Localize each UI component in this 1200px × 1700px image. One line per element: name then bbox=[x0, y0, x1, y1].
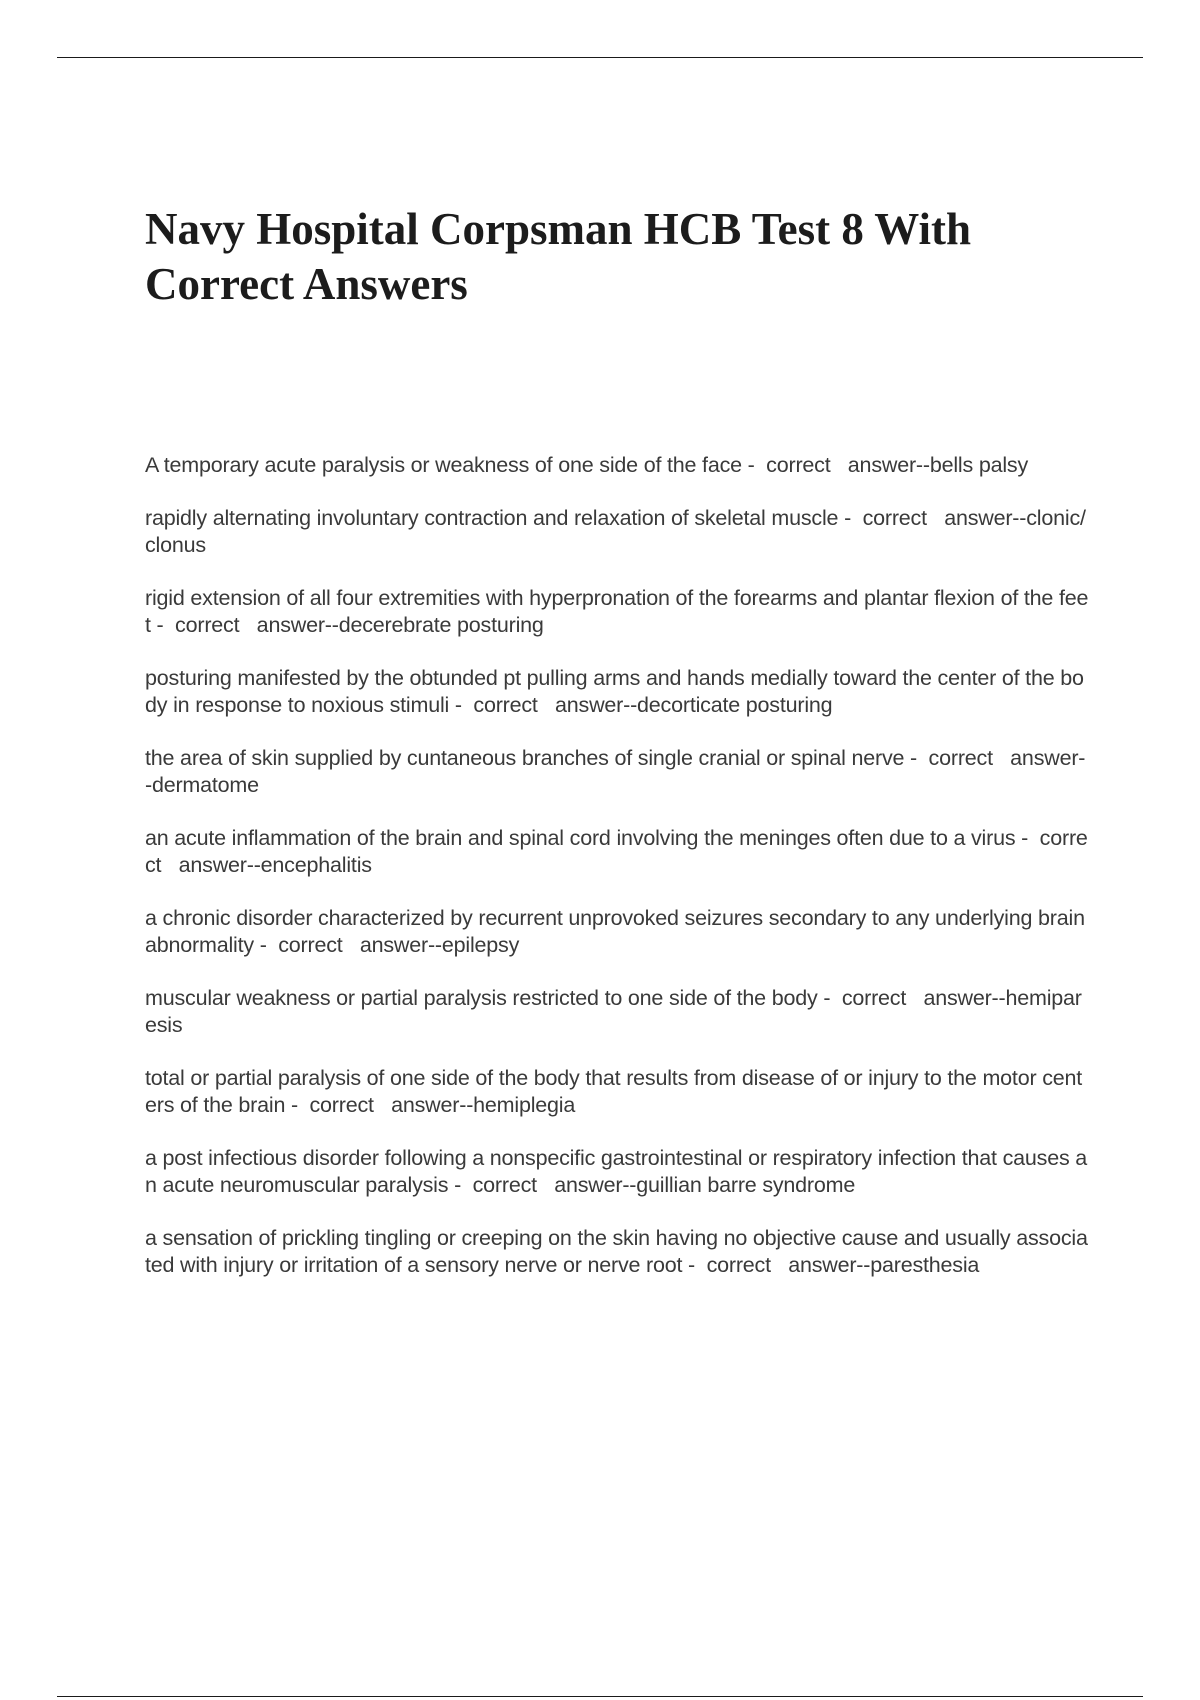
qa-item: the area of skin supplied by cuntaneous branches of single cranial or spinal nerve - correct answer--dermatome bbox=[145, 746, 1086, 797]
qa-item: a post infectious disorder following a nonspecific gastrointestinal or respiratory infection that causes an acute neuromuscular paralysis - correct answer--guillian barre syndrome bbox=[145, 1146, 1088, 1197]
qa-item: muscular weakness or partial paralysis restricted to one side of the body - correct answer--hemiparesis bbox=[145, 986, 1082, 1037]
qa-item: rigid extension of all four extremities with hyperpronation of the forearms and plantar flexion of the feet - correct answer--decerebrate posturing bbox=[145, 586, 1089, 637]
bottom-rule bbox=[57, 1696, 1143, 1697]
qa-item: a sensation of prickling tingling or creeping on the skin having no objective cause and usually associated with injury or irritation of a sensory nerve or nerve root - correct answer--paresthesia bbox=[145, 1226, 1088, 1277]
qa-item: a chronic disorder characterized by recurrent unprovoked seizures secondary to any underlying brain abnormality - correct answer--epilepsy bbox=[145, 906, 1091, 957]
page-title: Navy Hospital Corpsman HCB Test 8 With Correct Answers bbox=[145, 204, 971, 309]
qa-list bbox=[145, 452, 1091, 1305]
top-rule bbox=[57, 57, 1143, 58]
qa-item: total or partial paralysis of one side of the body that results from disease of or injury to the motor centers of the brain - correct answer--hemiplegia bbox=[145, 1066, 1083, 1117]
qa-item: rapidly alternating involuntary contraction and relaxation of skeletal muscle - correct answer--clonic/clonus bbox=[145, 506, 1086, 557]
qa-item: A temporary acute paralysis or weakness of one side of the face - correct answer--bells palsy bbox=[145, 453, 1029, 477]
qa-item: posturing manifested by the obtunded pt pulling arms and hands medially toward the center of the body in response to noxious stimuli - correct answer--decorticate posturing bbox=[145, 666, 1084, 717]
qa-item: an acute inflammation of the brain and spinal cord involving the meninges often due to a virus - correct answer--encephalitis bbox=[145, 826, 1088, 877]
